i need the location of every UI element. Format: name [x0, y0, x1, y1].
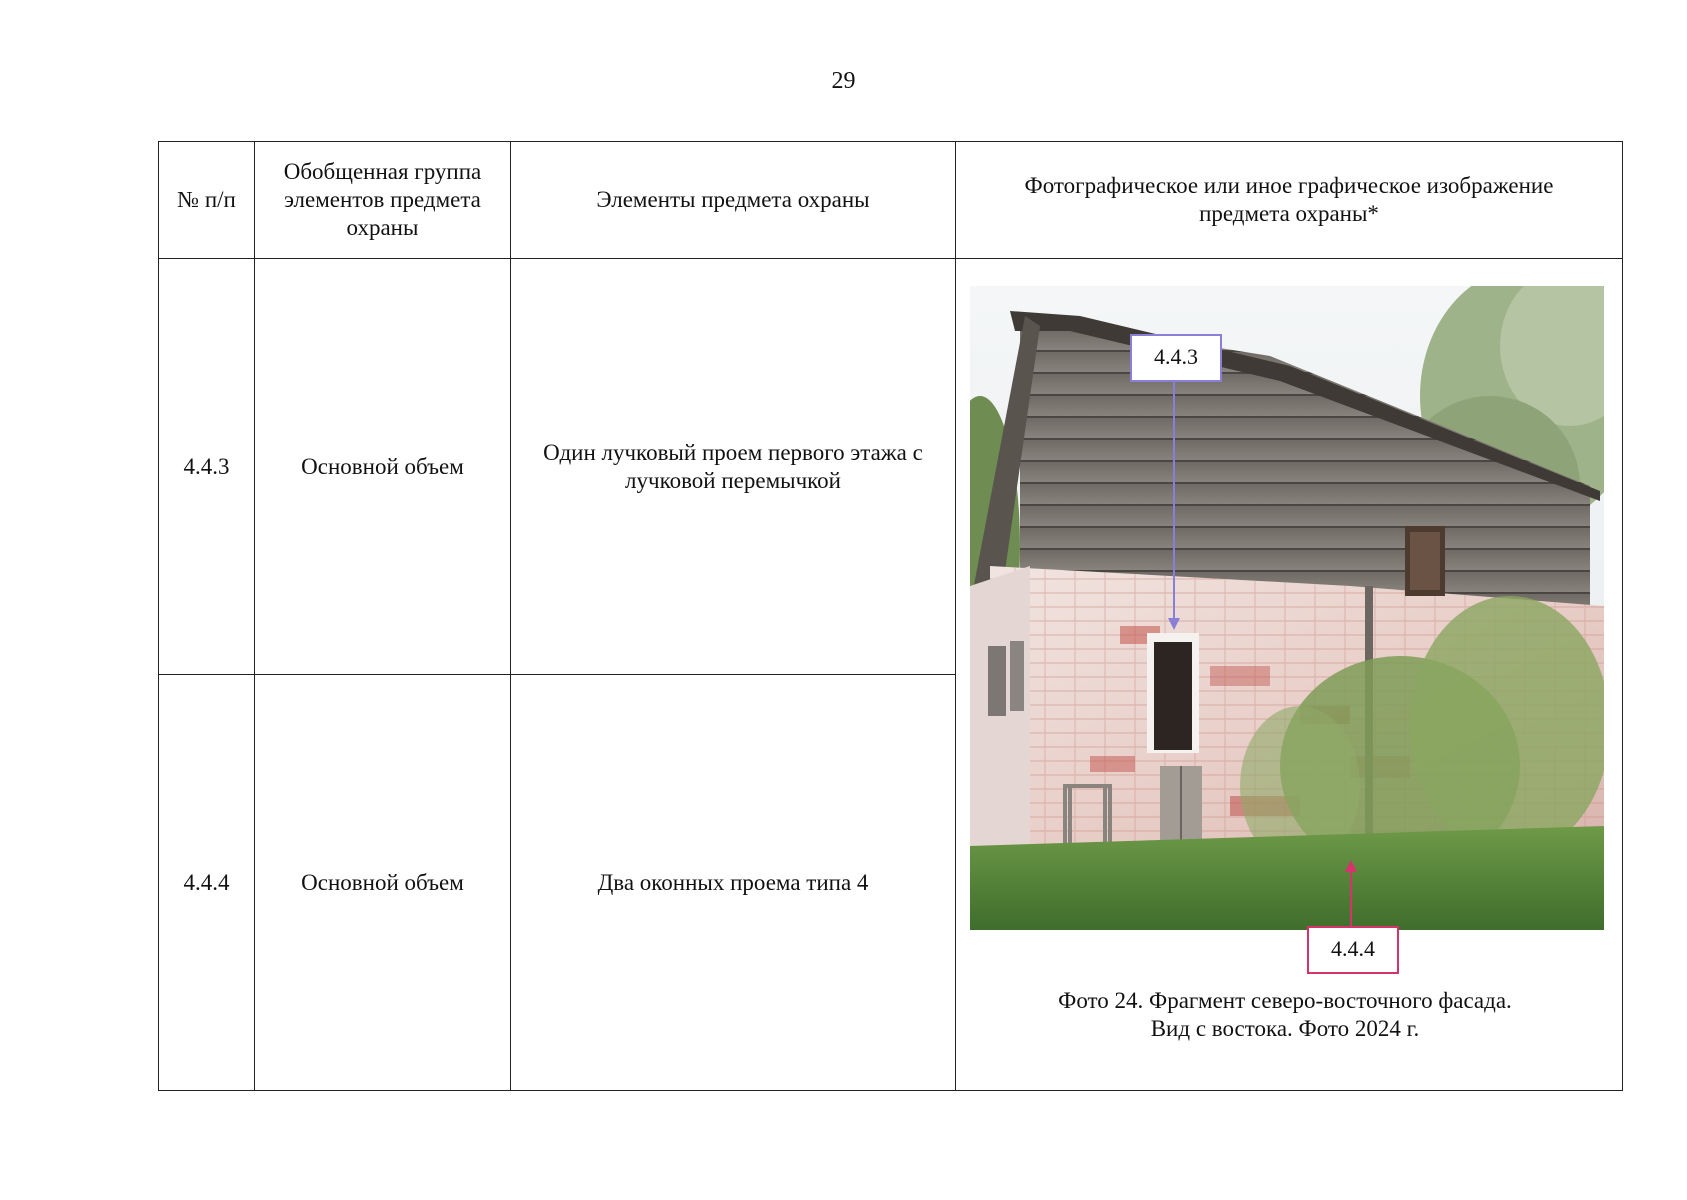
page-number: 29	[831, 68, 856, 94]
photo-cell	[956, 259, 1623, 1091]
row-elements: Два оконных проема типа 4	[511, 675, 956, 1091]
photo-caption-line2: Вид с востока. Фото 2024 г.	[1150, 1016, 1420, 1041]
table-header-row	[159, 142, 1623, 259]
heritage-elements-table	[158, 141, 1623, 1091]
callout-label-top: 4.4.3	[1130, 334, 1222, 382]
header-num: № п/п	[159, 142, 255, 259]
facade-photo-image	[970, 286, 1604, 930]
callout-label-bottom: 4.4.4	[1307, 926, 1399, 974]
row-group: Основной объем	[255, 259, 511, 675]
header-group: Обобщенная группа элементов предмета охраны	[255, 142, 511, 259]
row-group: Основной объем	[255, 675, 511, 1091]
row-num: 4.4.3	[159, 259, 255, 675]
row-num: 4.4.4	[159, 675, 255, 1091]
row-elements: Один лучковый проем первого этажа с лучковой перемычкой	[511, 259, 956, 675]
photo-caption-line1: Фото 24. Фрагмент северо-восточного фасада.	[1058, 988, 1512, 1013]
table-row	[159, 259, 1623, 675]
header-image: Фотографическое или иное графическое изображение предмета охраны*	[956, 142, 1623, 259]
building-photo	[970, 286, 1604, 961]
header-elements: Элементы предмета охраны	[511, 142, 956, 259]
photo-caption	[956, 987, 1614, 1043]
